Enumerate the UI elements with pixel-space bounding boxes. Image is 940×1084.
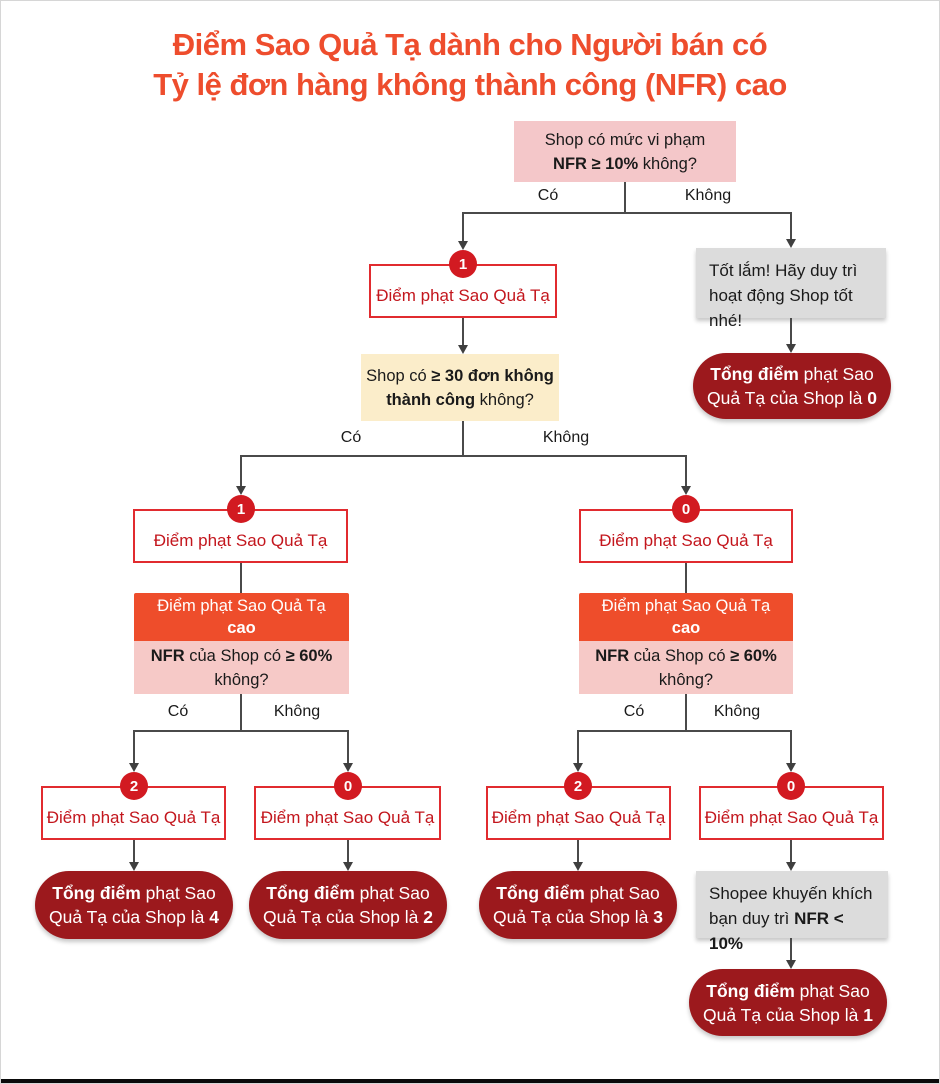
- total-pill-4-line2: [35, 905, 233, 929]
- total-pill-4: [35, 871, 233, 939]
- pill-rest: phạt Sao: [140, 883, 216, 903]
- edge-label-no-bottom-right: Không: [713, 703, 761, 720]
- total-pill-1: [689, 969, 887, 1036]
- high-penalty-header-left: [134, 593, 349, 641]
- high-penalty-header-right: [579, 593, 793, 641]
- bottom-bar: [1, 1079, 940, 1084]
- arrowhead-icon: [786, 763, 796, 772]
- penalty-node-leaf-ll-label: Điểm phạt Sao Quả Tạ: [46, 808, 221, 827]
- good-job-line2: hoạt động Shop tốt nhé!: [709, 286, 853, 330]
- encourage-line2: [709, 906, 882, 956]
- arrowhead-icon: [343, 862, 353, 871]
- total-pill-0-line2: [693, 386, 891, 410]
- total-pill-4-line1: [35, 881, 233, 905]
- penalty-badge-leaf-ll: 2: [120, 772, 148, 800]
- pill-line2: Quả Tạ của Shop là: [49, 907, 210, 927]
- penalty-node-leaf-rr-label: Điểm phạt Sao Quả Tạ: [704, 808, 879, 827]
- total-pill-2-line2: [249, 905, 447, 929]
- nfr60-left-line1: [134, 644, 349, 668]
- pill-total-value: 4: [209, 907, 219, 927]
- message-good-job-box: [696, 248, 886, 330]
- arrowhead-icon: [573, 862, 583, 871]
- arrowhead-icon: [458, 345, 468, 354]
- connector-line: [462, 318, 464, 345]
- encourage-pre: bạn duy trì: [709, 909, 795, 928]
- pill-bold: Tổng điểm: [266, 883, 355, 903]
- total-pill-3-line1: [479, 881, 677, 905]
- edge-label-yes-bottom-right: Có: [623, 703, 645, 720]
- total-pill-1-line1: [689, 979, 887, 1003]
- total-pill-0: [693, 353, 891, 419]
- total-pill-3-line2: [479, 905, 677, 929]
- pill-line2: Quả Tạ của Shop là: [707, 388, 868, 408]
- decision-nfr10-rest: không?: [638, 154, 697, 173]
- pill-bold: Tổng điểm: [706, 980, 795, 1001]
- nfr60-bold1: NFR: [150, 646, 185, 665]
- nfr60-right-line1: [579, 644, 793, 668]
- high-header-right-line1: Điểm phạt Sao Quả Tạ: [601, 597, 771, 615]
- encourage-bold: NFR < 10%: [709, 909, 844, 953]
- arrowhead-icon: [458, 241, 468, 250]
- nfr60-bold2: ≥ 60%: [730, 646, 777, 665]
- pill-bold: Tổng điểm: [52, 883, 141, 903]
- pill-rest: phạt Sao: [584, 883, 660, 903]
- pill-total-value: 3: [653, 907, 663, 927]
- total-pill-3: [479, 871, 677, 939]
- connector-line: [577, 730, 579, 763]
- connector-line: [685, 694, 687, 732]
- total-pill-1-line2: [689, 1003, 887, 1027]
- decision-nfr10-bold: NFR ≥ 10%: [553, 154, 639, 173]
- page-title-line-1: Điểm Sao Quả Tạ dành cho Người bán có: [172, 27, 768, 62]
- high-header-left-line1: Điểm phạt Sao Quả Tạ: [157, 597, 326, 615]
- total-pill-2: [249, 871, 447, 939]
- pill-total-value: 0: [867, 388, 877, 408]
- pill-line2: Quả Tạ của Shop là: [703, 1004, 864, 1025]
- arrowhead-icon: [681, 486, 691, 495]
- nfr60-right-line2: không?: [658, 670, 714, 689]
- edge-label-no-top: Không: [684, 187, 732, 204]
- pill-rest: phạt Sao: [354, 883, 430, 903]
- page-title: [1, 25, 939, 105]
- arrowhead-icon: [786, 239, 796, 248]
- penalty-node-level1-label: Điểm phạt Sao Quả Tạ: [376, 286, 550, 305]
- pill-bold: Tổng điểm: [496, 883, 585, 903]
- pill-rest: phạt Sao: [798, 364, 874, 384]
- nfr60-bold1: NFR: [595, 646, 630, 665]
- decision-nfr60-left-box: [134, 641, 349, 694]
- connector-line: [577, 840, 579, 863]
- arrowhead-icon: [236, 486, 246, 495]
- orders30-rest: không?: [475, 390, 534, 409]
- penalty-badge-mid-right: 0: [672, 495, 700, 523]
- nfr60-mid: của Shop có: [184, 646, 286, 665]
- connector-line: [240, 455, 242, 486]
- nfr60-left-line2: không?: [214, 670, 269, 689]
- message-encourage-box: [696, 871, 888, 953]
- page-title-line-2: Tỷ lệ đơn hàng không thành công (NFR) cao: [153, 67, 787, 102]
- connector-line: [462, 212, 464, 241]
- penalty-node-leaf-lr-label: Điểm phạt Sao Quả Tạ: [260, 808, 435, 827]
- penalty-badge-leaf-lr: 0: [334, 772, 362, 800]
- connector-line: [790, 840, 792, 863]
- edge-label-yes-top: Có: [537, 187, 559, 204]
- arrowhead-icon: [786, 862, 796, 871]
- pill-line2: Quả Tạ của Shop là: [493, 907, 654, 927]
- connector-line: [240, 455, 687, 457]
- connector-line: [790, 318, 792, 344]
- decision-orders30-box: [361, 354, 559, 421]
- nfr60-mid: của Shop có: [629, 646, 731, 665]
- orders30-pre: Shop có: [366, 366, 432, 385]
- decision-orders30-line2: [361, 388, 559, 412]
- connector-line: [685, 455, 687, 486]
- connector-line: [790, 938, 792, 961]
- connector-line: [133, 730, 135, 763]
- pill-total-value: 2: [423, 907, 433, 927]
- connector-line: [133, 730, 349, 732]
- decision-nfr10-line1: Shop có mức vi phạm: [544, 130, 706, 149]
- high-header-left-line2: cao: [227, 619, 256, 637]
- penalty-badge-mid-left: 1: [227, 495, 255, 523]
- orders30-bold1: ≥ 30 đơn không: [431, 366, 554, 385]
- total-pill-0-line1: [693, 362, 891, 386]
- decision-nfr60-right-box: [579, 641, 793, 694]
- connector-line: [240, 694, 242, 732]
- connector-line: [133, 840, 135, 863]
- arrowhead-icon: [129, 862, 139, 871]
- penalty-node-leaf-rl-label: Điểm phạt Sao Quả Tạ: [491, 808, 666, 827]
- total-pill-2-line1: [249, 881, 447, 905]
- penalty-node-mid-right-label: Điểm phạt Sao Quả Tạ: [599, 531, 773, 550]
- connector-line: [462, 212, 792, 214]
- good-job-line1: Tốt lắm! Hãy duy trì: [709, 261, 858, 280]
- decision-orders30-line1: [361, 364, 559, 388]
- edge-label-no-mid: Không: [542, 429, 590, 446]
- pill-total-value: 1: [863, 1004, 873, 1025]
- encourage-line1: Shopee khuyến khích: [709, 884, 873, 903]
- penalty-badge-leaf-rl: 2: [564, 772, 592, 800]
- connector-line: [347, 730, 349, 763]
- connector-line: [624, 182, 626, 213]
- edge-label-yes-bottom-left: Có: [167, 703, 189, 720]
- arrowhead-icon: [786, 344, 796, 353]
- pill-bold: Tổng điểm: [710, 364, 799, 384]
- penalty-badge-leaf-rr: 0: [777, 772, 805, 800]
- arrowhead-icon: [786, 960, 796, 969]
- connector-line: [240, 563, 242, 593]
- connector-line: [790, 730, 792, 763]
- arrowhead-icon: [573, 763, 583, 772]
- arrowhead-icon: [343, 763, 353, 772]
- orders30-bold2: thành công: [386, 390, 476, 409]
- nfr60-bold2: ≥ 60%: [285, 646, 333, 665]
- edge-label-yes-mid: Có: [340, 429, 362, 446]
- penalty-badge-level1: 1: [449, 250, 477, 278]
- connector-line: [462, 421, 464, 457]
- pill-rest: phạt Sao: [794, 980, 870, 1001]
- connector-line: [790, 212, 792, 239]
- decision-nfr10-line2: [514, 152, 736, 176]
- arrowhead-icon: [129, 763, 139, 772]
- connector-line: [577, 730, 792, 732]
- connector-line: [347, 840, 349, 863]
- penalty-node-mid-left-label: Điểm phạt Sao Quả Tạ: [153, 531, 328, 550]
- pill-line2: Quả Tạ của Shop là: [263, 907, 424, 927]
- decision-nfr10-box: [514, 121, 736, 182]
- connector-line: [685, 563, 687, 593]
- edge-label-no-bottom-left: Không: [273, 703, 321, 720]
- high-header-right-line2: cao: [671, 619, 701, 637]
